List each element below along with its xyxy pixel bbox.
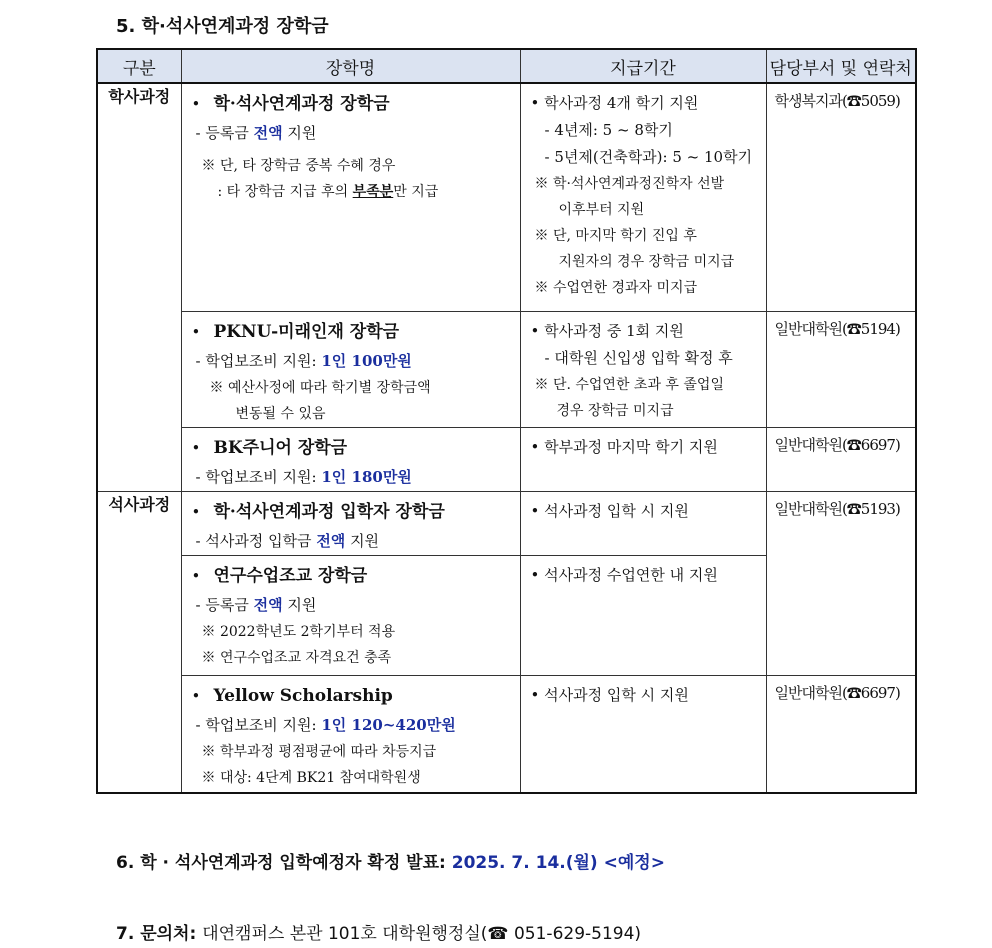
scholarship-cell: • BK주니어 장학금 - 학업보조비 지원: 1인 180만원 [181,427,520,491]
scholarship-cell: • 학·석사연계과정 입학자 장학금 - 석사과정 입학금 전액 지원 [181,491,520,555]
scholarship-emph: 전액 [316,531,346,550]
table-header-row [97,49,916,83]
scholarship-detail: - 등록금 [195,124,254,142]
scholarship-table [96,48,917,794]
scholarship-emph: 1인 100만원 [321,351,412,370]
scholarship-detail: - 학업보조비 지원: [195,467,322,486]
scholarship-detail: - 등록금 [195,595,254,614]
section-5-title: 5. 학·석사연계과정 장학금 [116,16,329,37]
announcement-date: 2025. 7. 14.(월) <예정> [451,853,665,873]
period-cell [520,555,766,675]
table-row [97,491,916,555]
contact-text: 일반대학원(☎5193) [774,499,900,518]
period-note: ※ 학·석사연계과정진학자 선발 [534,176,725,192]
period-line: - 5년제(건축학과): 5 ~ 10학기 [544,148,753,166]
period-line: • 석사과정 입학 시 지원 [530,685,689,704]
category-spacer [97,675,181,793]
period-line: • 학사과정 4개 학기 지원 [530,94,699,112]
period-note: 지원자의 경우 장학금 미지급 [558,254,735,270]
scholarship-emph: 1인 180만원 [321,467,412,486]
period-line: • 석사과정 입학 시 지원 [530,501,689,520]
table-row [97,427,916,491]
table-row [97,675,916,793]
scholarship-name: 학·석사연계과정 입학자 장학금 [213,501,445,522]
scholarship-name: PKNU-미래인재 장학금 [213,321,400,342]
scholarship-name: 학·석사연계과정 장학금 [213,94,390,114]
scholarship-detail: - 학업보조비 지원: [195,351,322,370]
contact-cell [766,311,916,427]
section-7-contact [116,919,641,944]
scholarship-note: ※ 2022학년도 2학기부터 적용 [201,623,396,640]
category-spacer [97,555,181,675]
contact-cell [766,675,916,793]
scholarship-note: ※ 단, 타 장학금 중복 수혜 경우 [201,158,396,174]
period-line: • 석사과정 수업연한 내 지원 [530,565,718,584]
period-note: ※ 단. 수업연한 초과 후 졸업일 [534,376,724,393]
contact-cell [766,83,916,311]
scholarship-emph: 전액 [253,124,283,142]
scholarship-cell: • 학·석사연계과정 장학금 - 등록금 전액 지원 ※ 단, 타 장학금 중복 수혜 경우 : 타 장학금 지급 후의 부족분만 지급 [181,83,520,311]
scholarship-detail: - 학업보조비 지원: [195,715,322,734]
period-cell [520,675,766,793]
period-note: ※ 수업연한 경과자 미지급 [534,280,698,296]
header-period: 지급기간 [520,49,766,83]
scholarship-detail-suffix: 지원 [345,531,380,550]
scholarship-note-emph: 부족분 [352,184,394,200]
contact-label: 7. 문의처: [116,924,203,944]
scholarship-note: ※ 연구수업조교 자격요건 충족 [201,649,392,666]
header-scholarship-name: 장학명 [181,49,520,83]
period-line: - 4년제: 5 ~ 8학기 [544,121,673,139]
scholarship-detail-suffix: 지원 [282,595,317,614]
contact-text: 일반대학원(☎6697) [774,435,900,454]
scholarship-note-suffix: 만 지급 [393,184,439,200]
period-line: - 대학원 신입생 입학 확정 후 [544,348,733,367]
announcement-label: 6. 학 · 석사연계과정 입학예정자 확정 발표: [116,853,452,873]
period-cell [520,311,766,427]
period-cell [520,83,766,311]
period-note: 경우 장학금 미지급 [556,402,674,419]
period-line: • 학사과정 중 1회 지원 [530,321,684,340]
contact-text: 일반대학원(☎5194) [774,319,900,338]
section-6-announcement [116,848,665,873]
contact-cell [766,427,916,491]
contact-text: 학생복지과(☎5059) [774,92,900,110]
period-line: • 학부과정 마지막 학기 지원 [530,437,718,456]
period-cell [520,491,766,555]
contact-text: 일반대학원(☎6697) [774,683,900,702]
category-spacer [97,427,181,491]
scholarship-emph: 전액 [253,595,283,614]
scholarship-cell: • Yellow Scholarship - 학업보조비 지원: 1인 120~420만원 ※ 학부과정 평점평균에 따라 차등지급 ※ 대상: 4단계 BK21 참여대학원생 [181,675,520,793]
category-masters: 석사과정 [97,491,181,555]
scholarship-cell: • 연구수업조교 장학금 - 등록금 전액 지원 ※ 2022학년도 2학기부터 적용 ※ 연구수업조교 자격요건 충족 [181,555,520,675]
category-spacer [97,311,181,427]
contact-info: 대연캠퍼스 본관 101호 대학원행정실(☎ 051-629-5194) [202,924,642,944]
header-category: 구분 [97,49,181,83]
scholarship-note: 변동될 수 있음 [235,405,326,422]
header-contact: 담당부서 및 연락처 [766,49,916,83]
scholarship-note: ※ 대상: 4단계 BK21 참여대학원생 [201,769,421,786]
period-note: 이후부터 지원 [558,202,645,218]
table-row [97,311,916,427]
table-row [97,83,916,311]
scholarship-note: ※ 학부과정 평점평균에 따라 차등지급 [201,743,437,760]
scholarship-emph: 1인 120~420만원 [321,715,456,734]
period-cell [520,427,766,491]
contact-cell [766,491,916,675]
scholarship-detail: - 석사과정 입학금 [195,531,317,550]
scholarship-name: Yellow Scholarship [213,685,393,706]
period-note: ※ 단, 마지막 학기 진입 후 [534,228,697,244]
scholarship-detail-suffix: 지원 [282,124,317,142]
scholarship-name: 연구수업조교 장학금 [213,565,368,586]
scholarship-note: : 타 장학금 지급 후의 [217,184,353,200]
scholarship-name: BK주니어 장학금 [213,437,348,458]
category-undergrad: 학사과정 [97,83,181,311]
scholarship-cell: • PKNU-미래인재 장학금 - 학업보조비 지원: 1인 100만원 ※ 예산사정에 따라 학기별 장학금액 변동될 수 있음 [181,311,520,427]
scholarship-note: ※ 예산사정에 따라 학기별 장학금액 [209,379,431,396]
